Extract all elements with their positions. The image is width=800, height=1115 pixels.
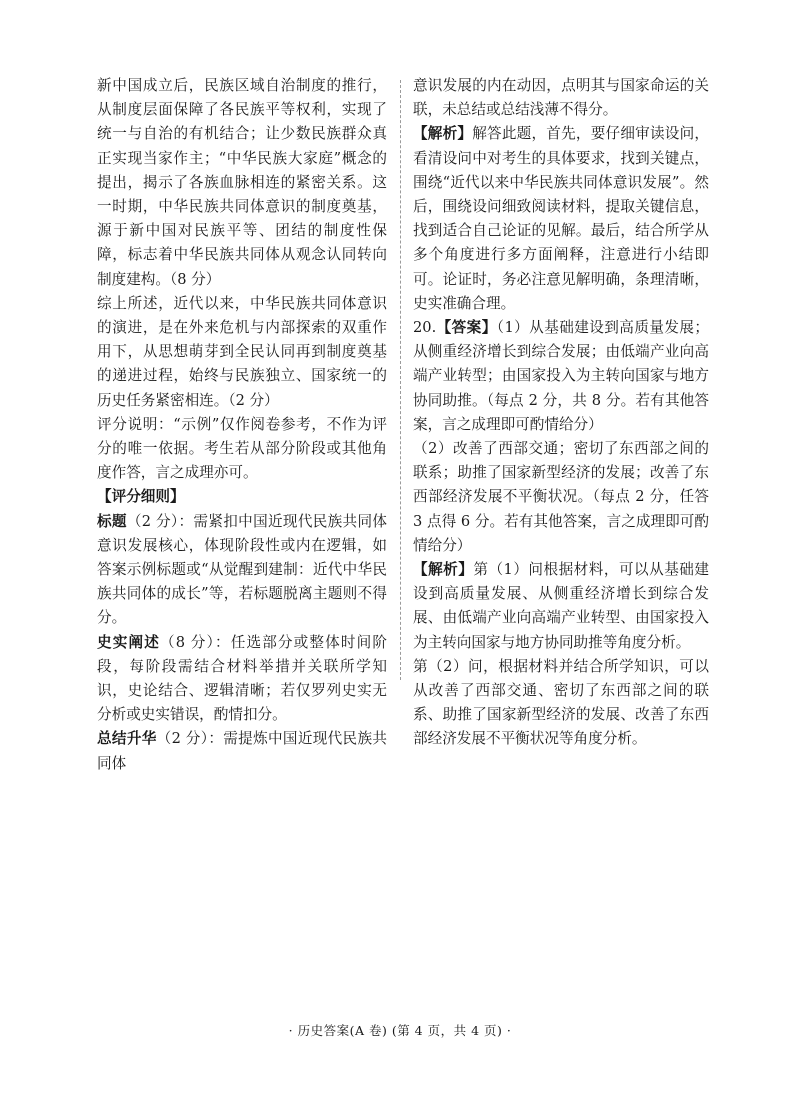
column-divider bbox=[400, 80, 401, 680]
rubric-title-text: （2 分）：需紧扣中国近现代民族共同体意识发展核心，体现阶段性或内在逻辑，如答案示例标题或“从觉醒到建制：近代中华民族共同体的成长”等，若标题脱离主题则不得分。 bbox=[97, 512, 387, 627]
answer-20-part1: （1）从基础建设到高质量发展；从侧重经济增长到综合发展；由低端产业向高端产业转型；由国家投入为主转向国家与地方协同助推。（每点 2 分，共 8 分。若有其他答案，言之成理即可酌情给分） bbox=[413, 319, 709, 433]
right-paragraph-1: 意识发展的内在动因，点明其与国家命运的关联，未总结或总结浅薄不得分。 bbox=[413, 77, 709, 119]
analysis-19 bbox=[413, 122, 709, 316]
answer-20 bbox=[413, 316, 709, 437]
rubric-summary-label: 总结升华 bbox=[97, 730, 157, 748]
rubric-facts-item bbox=[97, 631, 387, 728]
right-column bbox=[413, 74, 709, 752]
analysis-20 bbox=[413, 558, 709, 655]
rubric-facts-text: （8 分）：任选部分或整体时间阶段，每阶段需结合材料举措并关联所学知识，史论结合、逻辑清晰；若仅罗列史实无分析或史实错误，酌情扣分。 bbox=[97, 633, 387, 724]
answer-20-part2: （2）改善了西部交通；密切了东西部之间的联系；助推了国家新型经济的发展；改善了东西部经济发展不平衡状况。（每点 2 分，任答 3 点得 6 分。若有其他答案，言之成理即可酌情给分） bbox=[413, 440, 709, 554]
rubric-heading: 【评分细则】 bbox=[97, 488, 185, 506]
rubric-facts-label: 史实阐述 bbox=[97, 633, 160, 651]
left-column bbox=[97, 74, 387, 776]
answer-20-label: 【答案】 bbox=[436, 319, 497, 337]
analysis-20-part2: 第（2）问，根据材料并结合所学知识，可以从改善了西部交通、密切了东西部之间的联系、助推了国家新型经济的发展、改善了东西部经济发展不平衡状况等角度分析。 bbox=[413, 657, 709, 748]
analysis-19-text: 解答此题，首先，要仔细审读设问，看清设问中对考生的具体要求，找到关键点，围绕“近代以来中华民族共同体意识发展”。然后，围绕设问细致阅读材料，提取关键信息，找到适合自己论证的见解。最后，结合所学从多个角度进行多方面阐释，注意进行小结即可。论证时，务必注意见解明确，条理清晰，史实准确合理。 bbox=[413, 125, 709, 312]
analysis-20-part1: 第（1）问根据材料，可以从基础建设到高质量发展、从侧重经济增长到综合发展、由低端产业向高端产业转型、由国家投入为主转向国家与地方协同助推等角度分析。 bbox=[413, 561, 709, 651]
rubric-summary-text: （2 分）：需提炼中国近现代民族共同体 bbox=[97, 730, 387, 772]
analysis-19-label: 【解析】 bbox=[413, 125, 473, 143]
scoring-note-text: “示例”仅作阅卷参考，不作为评分的唯一依据。考生若从部分阶段或其他角度作答，言之成理亦可。 bbox=[97, 415, 387, 482]
rubric-title-item bbox=[97, 510, 387, 631]
scoring-note bbox=[97, 413, 387, 486]
left-paragraph-1: 新中国成立后，民族区域自治制度的推行，从制度层面保障了各民族平等权利，实现了统一与自治的有机结合；让少数民族群众真正实现当家作主；“中华民族大家庭”概念的提出，揭示了各族血脉相连的紧密关系。这一时期，中华民族共同体意识的制度奠基，源于新中国对民族平等、团结的制度性保障，标志着中华民族共同体从观念认同转向制度建构。（8 分） bbox=[97, 77, 387, 288]
rubric-title-label: 标题 bbox=[97, 512, 127, 530]
rubric-summary-item bbox=[97, 727, 387, 775]
left-paragraph-2: 综上所述，近代以来，中华民族共同体意识的演进，是在外来危机与内部探索的双重作用下，从思想萌芽到全民认同再到制度奠基的递进过程，始终与民族独立、国家统一的历史任务紧密相连。（2 分） bbox=[97, 294, 387, 409]
page-footer: · 历史答案(A 卷) (第 4 页，共 4 页) · bbox=[288, 1023, 512, 1038]
analysis-20-label: 【解析】 bbox=[413, 561, 474, 579]
question-20-number: 20. bbox=[413, 319, 437, 337]
scoring-note-label: 评分说明： bbox=[97, 415, 174, 433]
